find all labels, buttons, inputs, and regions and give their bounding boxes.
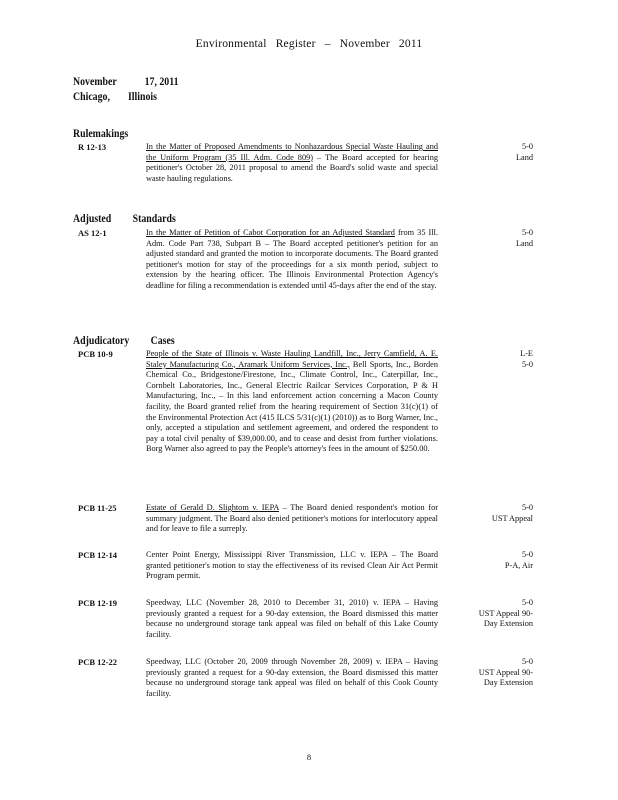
case-text: Center Point Energy, Mississippi River Transmission, LLC v. IEPA – The Board granted petitioner's motion to stay the effectiveness of its revised Clean Air Act Permit Program permit.: [146, 550, 438, 581]
county-line: 5-0: [521, 598, 533, 607]
heading-word: Adjudicatory: [73, 333, 130, 347]
county-line: 5-0: [521, 142, 533, 151]
county-line: UST Appeal 90-: [478, 667, 533, 677]
county-line: UST Appeal 90-: [478, 608, 533, 618]
date-city: Chicago,: [73, 89, 110, 103]
case-number: PCB 12-19: [78, 598, 117, 608]
case-title: People of the State of Illinois v. Waste Hauling Landfill, Inc., Jerry Camfield, A. E. Staley Manufacturing Co., Aramark Uniform Services, Inc.,: [146, 349, 438, 369]
page-number: 8: [306, 752, 312, 762]
county-line: Land: [515, 152, 533, 162]
case-description: [146, 598, 438, 640]
county-cell: [423, 228, 533, 249]
county-cell: [423, 598, 533, 630]
section-heading-rulemakings: Rulemakings: [73, 126, 129, 140]
heading-word: Standards: [132, 211, 176, 225]
county-cell: [423, 550, 533, 571]
county-line: 5-0: [521, 550, 533, 559]
case-description: [146, 503, 438, 535]
case-title: In the Matter of Petition of Cabot Corporation for an Adjusted Standard: [146, 228, 395, 237]
case-text: from 35 Ill. Adm. Code Part 738, Subpart B – The Board accepted petitioner's petition for an adjusted standard and granted the motion to incorporate documents. The Board granted petitioner's motion for stay of the proceedings for a six month period, subject to extension by the hearing officer. The Illinois Environmental Protection Agency's deadline for filing a recommendation is extended until 45-days after the end of the stay.: [146, 228, 438, 290]
case-text: Speedway, LLC (October 20, 2009 through November 28, 2009) v. IEPA – Having previously granted a request for a 90-day extension, the Board dismissed this matter because no underground storage tank appeal was filed on behalf of this Cook County facility.: [146, 657, 438, 698]
case-number: PCB 10-9: [78, 349, 113, 359]
county-line: 5-0: [521, 503, 533, 512]
date-month: November: [73, 74, 117, 88]
section-heading-adjudicatory-cases: [73, 333, 175, 348]
county-cell: [423, 349, 533, 370]
case-description: [146, 550, 438, 582]
county-cell: [423, 142, 533, 163]
case-number: PCB 12-14: [78, 550, 117, 560]
case-description: [146, 228, 438, 292]
county-cell: [423, 503, 533, 524]
county-line: L-E: [520, 349, 533, 358]
county-line: 5-0: [521, 359, 533, 369]
county-line: Day Extension: [483, 619, 533, 629]
case-description: [146, 349, 438, 455]
case-number: PCB 11-25: [78, 503, 117, 513]
case-text: Bell Sports, Inc., Borden Chemical Co., Bridgestone/Firestone, Inc., Climate Control, Inc., Caterpillar, Inc., Cornbelt Laboratories, Inc., General Electric Railcar Services Corporation, P & H Manufacturing, Inc., – In this land enforcement action concerning a Macon County facility, the Board granted relief from the hearing requirement of Section 31(c)(1) of the Environmental Protection Act (415 ILCS 5/31(c)(1) (2010)) as to Borg Warner, Inc., only, accepted a stipulation and settlement agreement, and ordered the respondent to pay a total civil penalty of $39,000.00, and to cease and desist from further violations. Borg Warner also agreed to pay the People's attorney's fees in the amount of $250.00.: [146, 359, 439, 454]
county-line: 5-0: [521, 228, 533, 237]
county-line: Land: [515, 238, 533, 248]
heading-word: Adjusted: [73, 211, 112, 225]
county-cell: [423, 657, 533, 689]
dateline: [73, 74, 179, 104]
date-day: 17, 2011: [144, 74, 179, 88]
county-line: 5-0: [521, 657, 533, 666]
county-line: P-A, Air: [504, 560, 533, 570]
case-title: Estate of Gerald D. Slightom v. IEPA: [146, 503, 279, 512]
case-number: R 12-13: [78, 142, 107, 152]
case-description: [146, 657, 438, 699]
case-number: AS 12-1: [78, 228, 107, 238]
page-header: Environmental Register – November 2011: [195, 38, 423, 50]
county-line: Day Extension: [483, 678, 533, 688]
section-heading-adjusted-standards: [73, 211, 176, 226]
date-state: Illinois: [127, 89, 157, 103]
case-title: In the Matter of Proposed Amendments to Nonhazardous Special Waste Hauling and the Uniform Program (35 Ill. Adm. Code 809): [146, 142, 438, 162]
case-text: – The Board denied respondent's motion for summary judgment. The Board also denied petitioner's motions for interlocutory appeal and for leave to file a surreply.: [146, 503, 438, 534]
heading-word: Cases: [150, 333, 175, 347]
county-line: UST Appeal: [491, 513, 533, 523]
case-number: PCB 12-22: [78, 657, 117, 667]
case-text: Speedway, LLC (November 28, 2010 to December 31, 2010) v. IEPA – Having previously granted a request for a 90-day extension, the Board dismissed this matter because no underground storage tank appeal was filed on behalf of this Lake County facility.: [146, 598, 438, 639]
case-description: [146, 142, 438, 184]
case-text: – The Board accepted for hearing petitioner's October 28, 2011 proposal to amend the Board's solid waste and special waste hauling regulations.: [146, 152, 439, 183]
